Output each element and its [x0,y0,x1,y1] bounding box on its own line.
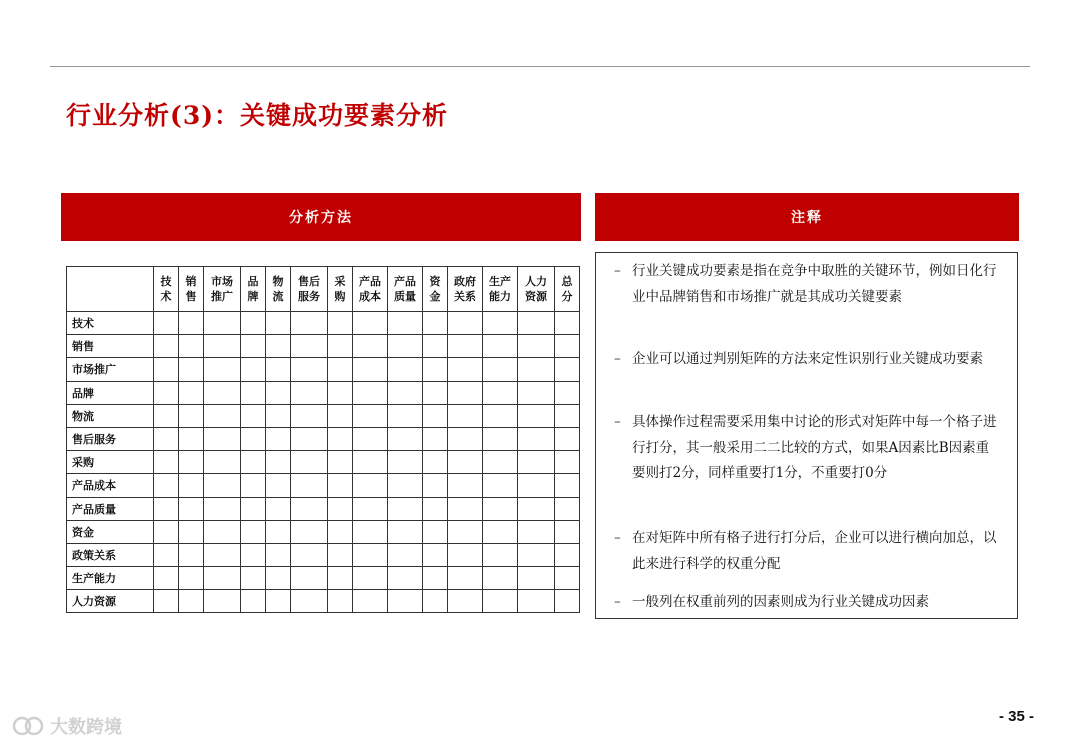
matrix-score-cell [423,427,448,450]
note-item [614,259,998,310]
page-title: 行业分析(3)：关键成功要素分析 [66,101,449,130]
matrix-score-cell [388,497,423,520]
matrix-score-cell [353,427,388,450]
matrix-score-cell [241,427,266,450]
matrix-score-cell [154,590,179,613]
matrix-row-label: 资金 [67,520,154,543]
matrix-score-cell [328,335,353,358]
column-header-line: 资源 [525,290,547,303]
matrix-score-cell [518,520,555,543]
matrix-score-cell [291,590,328,613]
matrix-score-cell [328,474,353,497]
column-header-line: 生产 [489,275,511,288]
matrix-score-cell [448,474,483,497]
column-header-line: 政府 [454,275,476,288]
matrix-score-cell [154,567,179,590]
matrix-score-cell [518,543,555,566]
matrix-score-cell [423,358,448,381]
matrix-score-cell [328,427,353,450]
matrix-score-cell [266,335,291,358]
note-dash: – [614,263,621,279]
matrix-score-cell [204,497,241,520]
column-header-line: 市场 [211,275,233,288]
matrix-column-header [266,267,291,312]
matrix-score-cell [328,567,353,590]
matrix-score-cell [204,474,241,497]
matrix-score-cell [179,335,204,358]
matrix-score-cell [179,567,204,590]
matrix-score-cell [423,404,448,427]
matrix-score-cell [555,590,580,613]
note-item [614,526,998,577]
matrix-score-cell [291,404,328,427]
matrix-column-header [291,267,328,312]
matrix-column-header [154,267,179,312]
matrix-score-cell [423,497,448,520]
matrix-row-label: 采购 [67,451,154,474]
matrix-row-label: 物流 [67,404,154,427]
matrix-score-cell [291,474,328,497]
matrix-score-cell [241,567,266,590]
column-header-line: 物 [272,275,284,288]
judgment-matrix [66,266,580,613]
matrix-score-cell [518,474,555,497]
matrix-score-cell [266,451,291,474]
note-item [614,347,998,373]
matrix-score-cell [328,451,353,474]
watermark-logo-icon [12,715,44,737]
matrix-score-cell [483,590,518,613]
matrix-score-cell [353,590,388,613]
column-header-line: 总 [561,275,573,288]
note-dash: – [614,351,621,367]
matrix-score-cell [518,358,555,381]
matrix-score-cell [291,567,328,590]
matrix-score-cell [154,497,179,520]
matrix-score-cell [353,497,388,520]
matrix-score-cell [291,427,328,450]
matrix-score-cell [518,381,555,404]
matrix-score-cell [179,404,204,427]
note-item [614,410,998,487]
matrix-score-cell [353,381,388,404]
matrix-score-cell [388,335,423,358]
matrix-score-cell [179,358,204,381]
matrix-score-cell [179,543,204,566]
column-header-line: 销 [185,275,197,288]
matrix-row-label: 政策关系 [67,543,154,566]
matrix-score-cell [555,451,580,474]
matrix-score-cell [266,358,291,381]
note-text: 具体操作过程需要采用集中讨论的形式对矩阵中每一个格子进行打分，其一般采用二二比较的方式，如果A因素比B因素重要则打2分，同样重要打1分，不重要打0分 [632,414,997,481]
matrix-score-cell [448,451,483,474]
matrix-score-cell [555,474,580,497]
matrix-score-cell [291,543,328,566]
matrix-score-cell [483,474,518,497]
matrix-score-cell [291,451,328,474]
notes-panel [595,252,1018,619]
matrix-score-cell [154,543,179,566]
matrix-score-cell [483,451,518,474]
matrix-score-cell [241,590,266,613]
column-header-line: 品 [247,275,259,288]
matrix-score-cell [241,474,266,497]
column-header-line: 能力 [489,290,511,303]
matrix-score-cell [179,474,204,497]
matrix-score-cell [204,404,241,427]
matrix-score-cell [179,451,204,474]
matrix-score-cell [241,497,266,520]
matrix-score-cell [518,567,555,590]
matrix-score-cell [266,590,291,613]
matrix-score-cell [448,312,483,335]
matrix-score-cell [266,520,291,543]
note-text: 企业可以通过判别矩阵的方法来定性识别行业关键成功要素 [632,351,983,367]
matrix-score-cell [448,520,483,543]
matrix-score-cell [448,381,483,404]
matrix-score-cell [179,520,204,543]
matrix-score-cell [555,497,580,520]
watermark-text: 大数跨境 [50,717,122,738]
matrix-row-label: 技术 [67,312,154,335]
matrix-score-cell [483,567,518,590]
matrix-column-header [328,267,353,312]
matrix-row [67,474,580,497]
matrix-score-cell [423,474,448,497]
matrix-score-cell [204,520,241,543]
matrix-score-cell [328,358,353,381]
column-header-line: 资 [429,275,441,288]
note-item [614,590,998,616]
matrix-row [67,567,580,590]
matrix-row-label: 人力资源 [67,590,154,613]
matrix-score-cell [204,381,241,404]
matrix-score-cell [353,474,388,497]
column-header-line: 流 [272,290,284,303]
matrix-score-cell [353,543,388,566]
page-number: - 35 - [998,708,1034,725]
matrix-score-cell [423,335,448,358]
column-header-line: 购 [334,290,346,303]
matrix-score-cell [448,335,483,358]
matrix-score-cell [154,358,179,381]
matrix-score-cell [423,312,448,335]
analysis-method-header: 分析方法 [61,193,581,241]
matrix-row [67,381,580,404]
matrix-score-cell [448,404,483,427]
matrix-score-cell [388,312,423,335]
matrix-row [67,497,580,520]
matrix-score-cell [448,567,483,590]
matrix-row [67,427,580,450]
matrix-row [67,335,580,358]
matrix-score-cell [353,312,388,335]
column-header-line: 采 [334,275,346,288]
matrix-score-cell [353,451,388,474]
matrix-row-label: 产品成本 [67,474,154,497]
matrix-score-cell [291,520,328,543]
matrix-score-cell [154,520,179,543]
matrix-score-cell [518,404,555,427]
matrix-column-header [204,267,241,312]
matrix-score-cell [555,358,580,381]
matrix-score-cell [448,590,483,613]
note-dash: – [614,414,621,430]
matrix-score-cell [388,474,423,497]
matrix-score-cell [388,520,423,543]
matrix-score-cell [483,335,518,358]
matrix-score-cell [179,497,204,520]
matrix-score-cell [328,312,353,335]
column-header-line: 产品 [359,275,381,288]
matrix-score-cell [328,497,353,520]
note-text: 行业关键成功要素是指在竞争中取胜的关键环节，例如日化行业中品牌销售和市场推广就是其成功关键要素 [632,263,997,305]
matrix-score-cell [291,358,328,381]
matrix-score-cell [154,335,179,358]
matrix-score-cell [555,520,580,543]
matrix-score-cell [483,381,518,404]
matrix-row [67,404,580,427]
column-header-line: 关系 [454,290,476,303]
matrix-score-cell [555,427,580,450]
matrix-corner-cell [67,267,154,312]
column-header-line: 分 [561,290,573,303]
matrix-score-cell [241,358,266,381]
matrix-score-cell [204,451,241,474]
matrix-score-cell [388,451,423,474]
matrix-score-cell [204,590,241,613]
matrix-score-cell [423,543,448,566]
column-header-line: 售后 [298,275,320,288]
matrix-column-header [483,267,518,312]
matrix-score-cell [518,590,555,613]
matrix-row-label: 产品质量 [67,497,154,520]
matrix-score-cell [555,567,580,590]
matrix-score-cell [388,381,423,404]
matrix-row-label: 品牌 [67,381,154,404]
matrix-score-cell [204,358,241,381]
matrix-score-cell [353,358,388,381]
column-header-line: 售 [185,290,197,303]
matrix-score-cell [204,567,241,590]
matrix-score-cell [241,543,266,566]
matrix-score-cell [388,404,423,427]
matrix-score-cell [353,567,388,590]
matrix-score-cell [328,404,353,427]
column-header-line: 产品 [394,275,416,288]
matrix-score-cell [423,520,448,543]
matrix-score-cell [154,427,179,450]
matrix-score-cell [266,474,291,497]
matrix-score-cell [423,381,448,404]
matrix-column-header [555,267,580,312]
matrix-column-header [179,267,204,312]
matrix-score-cell [328,520,353,543]
matrix-score-cell [448,358,483,381]
matrix-score-cell [241,381,266,404]
matrix-score-cell [388,567,423,590]
column-header-line: 人力 [525,275,547,288]
column-header-line: 技 [160,275,172,288]
column-header-line: 推广 [211,290,233,303]
watermark [12,713,122,739]
matrix-score-cell [483,358,518,381]
matrix-score-cell [204,543,241,566]
matrix-row-label: 市场推广 [67,358,154,381]
matrix-score-cell [388,358,423,381]
matrix-score-cell [328,381,353,404]
note-text: 一般列在权重前列的因素则成为行业关键成功因素 [632,594,929,610]
matrix-score-cell [266,381,291,404]
matrix-score-cell [241,404,266,427]
matrix-score-cell [423,590,448,613]
matrix-score-cell [483,520,518,543]
matrix-column-header [518,267,555,312]
matrix-score-cell [266,497,291,520]
matrix-score-cell [423,567,448,590]
matrix-score-cell [179,427,204,450]
matrix-column-header [241,267,266,312]
matrix-row [67,312,580,335]
matrix-score-cell [353,335,388,358]
matrix-score-cell [483,543,518,566]
matrix-score-cell [266,312,291,335]
column-header-line: 金 [429,290,441,303]
matrix-score-cell [179,381,204,404]
matrix-score-cell [518,335,555,358]
matrix-row-label: 售后服务 [67,427,154,450]
matrix-score-cell [266,567,291,590]
note-text: 在对矩阵中所有格子进行打分后，企业可以进行横向加总，以此来进行科学的权重分配 [632,530,997,572]
matrix-score-cell [518,427,555,450]
matrix-score-cell [423,451,448,474]
matrix-score-cell [518,451,555,474]
matrix-score-cell [204,335,241,358]
matrix-score-cell [448,427,483,450]
matrix-score-cell [291,312,328,335]
matrix-score-cell [266,427,291,450]
matrix-score-cell [555,381,580,404]
matrix-score-cell [154,312,179,335]
matrix-score-cell [555,404,580,427]
matrix-score-cell [448,543,483,566]
matrix-score-cell [388,590,423,613]
matrix-row [67,590,580,613]
matrix-score-cell [353,520,388,543]
matrix-row-label: 销售 [67,335,154,358]
matrix-row [67,451,580,474]
matrix-column-header [353,267,388,312]
matrix-row [67,543,580,566]
notes-header: 注释 [595,193,1019,241]
note-dash: – [614,594,621,610]
column-header-line: 成本 [359,290,381,303]
matrix-score-cell [154,381,179,404]
matrix-score-cell [291,497,328,520]
matrix-row [67,520,580,543]
matrix-score-cell [241,335,266,358]
matrix-score-cell [518,312,555,335]
matrix-score-cell [291,335,328,358]
matrix-score-cell [291,381,328,404]
matrix-score-cell [328,590,353,613]
matrix-score-cell [154,404,179,427]
matrix-score-cell [241,520,266,543]
matrix-score-cell [241,312,266,335]
matrix-score-cell [179,312,204,335]
matrix-score-cell [241,451,266,474]
matrix-column-header [388,267,423,312]
matrix-score-cell [388,427,423,450]
matrix-score-cell [555,543,580,566]
matrix-column-header [448,267,483,312]
matrix-score-cell [483,404,518,427]
column-header-line: 牌 [247,290,259,303]
column-header-line: 质量 [394,290,416,303]
matrix-score-cell [179,590,204,613]
note-dash: – [614,530,621,546]
matrix-score-cell [518,497,555,520]
matrix-score-cell [483,497,518,520]
matrix-row [67,358,580,381]
matrix-score-cell [353,404,388,427]
matrix-score-cell [204,312,241,335]
matrix-score-cell [388,543,423,566]
column-header-line: 术 [160,290,172,303]
matrix-score-cell [483,427,518,450]
matrix-score-cell [328,543,353,566]
matrix-score-cell [154,474,179,497]
matrix-row-label: 生产能力 [67,567,154,590]
matrix-score-cell [204,427,241,450]
matrix-header-row [67,267,580,312]
matrix-score-cell [555,312,580,335]
matrix-score-cell [266,404,291,427]
matrix-score-cell [555,335,580,358]
matrix-score-cell [266,543,291,566]
column-header-line: 服务 [298,290,320,303]
matrix-column-header [423,267,448,312]
top-divider [50,66,1030,67]
matrix-score-cell [154,451,179,474]
matrix-score-cell [483,312,518,335]
matrix-score-cell [448,497,483,520]
